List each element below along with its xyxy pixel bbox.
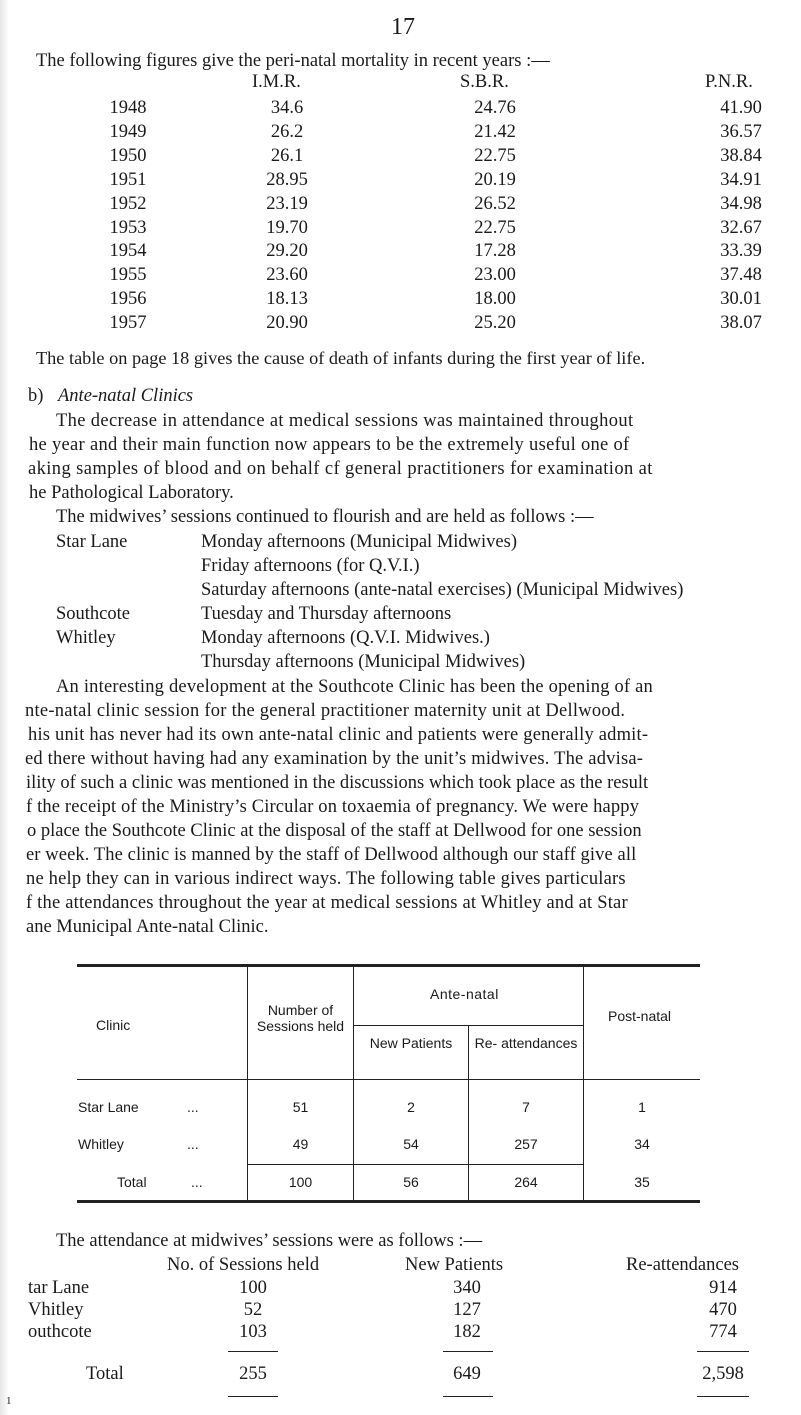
section-heading: Ante-natal Clinics — [58, 386, 194, 406]
midwives-total-label: Total — [86, 1364, 124, 1384]
clinic-total-post: 35 — [634, 1174, 650, 1190]
mortality-pnr: 38.07 — [720, 313, 762, 334]
midwives-rule — [228, 1396, 278, 1397]
mortality-sbr: 26.52 — [474, 193, 516, 214]
mortality-year: 1956 — [109, 289, 147, 310]
midwives-sessions: 52 — [243, 1300, 263, 1320]
mortality-sbr: 17.28 — [474, 241, 516, 262]
para3-line: f the attendances throughout the year at medical sessions at Whitley and at Star — [26, 893, 628, 913]
schedule-session: Monday afternoons (Municipal Midwives) — [201, 532, 517, 552]
para3-line: er week. The clinic is manned by the staff of Dellwood although our staff give all — [26, 845, 637, 865]
mortality-year: 1952 — [109, 193, 147, 214]
midwives-re: 774 — [709, 1322, 737, 1342]
midwives-rule — [697, 1396, 749, 1397]
mortality-imr: 34.6 — [270, 98, 304, 118]
mortality-pnr: 37.48 — [720, 265, 762, 286]
clinic-total-label: Total — [117, 1174, 147, 1190]
para3-line: ility of such a clinic was mentioned in the discussions which took place as the result — [26, 773, 649, 793]
midwives-new: 182 — [453, 1322, 481, 1342]
para3-line: f the receipt of the Ministry’s Circular on toxaemia of pregnancy. We were happy — [26, 797, 640, 817]
mortality-sbr: 24.76 — [474, 98, 516, 118]
table-vrule — [353, 966, 354, 1201]
clinic-re: 257 — [514, 1136, 538, 1152]
para3-line: An interesting development at the Southcote Clinic has been the opening of an — [56, 677, 653, 697]
midwives-place: outhcote — [28, 1322, 92, 1342]
mortality-pnr: 36.57 — [720, 121, 762, 142]
clinic-post: 1 — [638, 1099, 646, 1115]
clinic-new: 54 — [403, 1136, 419, 1152]
binding-shadow — [0, 0, 9, 1415]
midwives-rule — [228, 1351, 278, 1352]
mortality-year: 1957 — [109, 313, 147, 334]
mortality-year: 1955 — [109, 265, 147, 286]
para3-line: ed there without having had any examination by the unit’s midwives. The advisa- — [25, 749, 644, 769]
para1-line: he year and their main function now appears to be the extremely useful one of — [29, 435, 630, 455]
para1-line: aking samples of blood and on behalf cf general practitioners for examination at — [28, 459, 653, 479]
schedule-place: Star Lane — [56, 532, 128, 552]
mortality-sbr: 23.00 — [474, 265, 516, 286]
clinic-name: Whitley — [78, 1136, 124, 1152]
clinic-dots: ... — [191, 1174, 203, 1190]
clinic-dots: ... — [187, 1136, 199, 1152]
mortality-sbr: 18.00 — [474, 289, 516, 310]
schedule-session: Tuesday and Thursday afternoons — [201, 604, 452, 624]
mortality-year: 1950 — [109, 145, 147, 166]
mortality-imr: 28.95 — [266, 169, 308, 190]
clinic-re: 7 — [522, 1099, 530, 1115]
clinic-sessions: 51 — [292, 1099, 309, 1115]
mortality-sbr: 22.75 — [474, 217, 516, 238]
midwives-new: 127 — [453, 1300, 481, 1320]
mortality-imr: 19.70 — [266, 217, 308, 238]
para3-line: his unit has never had its own ante-natal clinic and patients were generally admit- — [28, 725, 649, 745]
mortality-header-sbr: S.B.R. — [460, 72, 509, 92]
midwives-rule — [697, 1351, 749, 1352]
table-rule-bottom — [77, 1200, 700, 1203]
mortality-pnr: 30.01 — [720, 289, 762, 310]
midwives-intro: The attendance at midwives’ sessions were as follows :— — [56, 1231, 483, 1251]
mortality-intro: The following figures give the peri-natal mortality in recent years :— — [36, 51, 550, 71]
midwives-new: 340 — [453, 1278, 481, 1298]
col-header-sessions: Number of Sessions held — [256, 1002, 345, 1034]
para3-line: ane Municipal Ante-natal Clinic. — [26, 917, 269, 937]
mortality-pnr: 33.39 — [720, 241, 762, 262]
midwives-re: 914 — [709, 1278, 737, 1298]
midwives-total-sessions: 255 — [239, 1364, 267, 1384]
schedule-place: Southcote — [56, 604, 130, 624]
table-rule-total — [247, 1164, 583, 1165]
midwives-total-new: 649 — [453, 1364, 481, 1384]
col-header-post: Post-natal — [608, 1008, 672, 1024]
para2: The midwives’ sessions continued to flourish and are held as follows :— — [56, 507, 594, 527]
mortality-sbr: 25.20 — [474, 313, 516, 334]
mortality-year: 1949 — [109, 121, 147, 142]
table-rule-top — [77, 964, 700, 967]
mortality-year: 1953 — [109, 217, 147, 238]
margin-mark: 1 — [6, 1395, 12, 1407]
col-header-antenatal: Ante-natal — [430, 986, 499, 1002]
col-header-clinic: Clinic — [96, 1017, 131, 1033]
mortality-pnr: 41.90 — [720, 98, 762, 118]
mortality-pnr: 38.84 — [720, 145, 762, 166]
clinic-post: 34 — [634, 1136, 650, 1152]
para3-line: nte-natal clinic session for the general practitioner maternity unit at Dellwood. — [25, 701, 626, 721]
schedule-session: Friday afternoons (for Q.V.I.) — [201, 556, 420, 576]
mortality-sbr: 22.75 — [474, 145, 516, 166]
mortality-pnr: 32.67 — [720, 217, 762, 238]
para1-line: he Pathological Laboratory. — [29, 483, 234, 503]
mortality-imr: 29.20 — [266, 241, 308, 262]
mortality-imr: 23.19 — [266, 193, 308, 214]
clinic-new: 2 — [407, 1099, 415, 1115]
col-header-new: New Patients — [369, 1035, 453, 1051]
midwives-header-re: Re-attendances — [626, 1255, 739, 1275]
mortality-sbr: 21.42 — [474, 121, 516, 142]
section-label: b) — [28, 386, 44, 406]
mortality-imr: 26.2 — [270, 121, 304, 142]
midwives-re: 470 — [709, 1300, 737, 1320]
mortality-imr: 20.90 — [266, 313, 308, 334]
mortality-imr: 23.60 — [266, 265, 308, 286]
table-vrule — [583, 966, 584, 1201]
page-number: 17 — [391, 14, 415, 40]
clinic-total-new: 56 — [403, 1174, 419, 1190]
midwives-place: Vhitley — [28, 1300, 84, 1320]
clinic-sessions: 49 — [292, 1136, 309, 1152]
midwives-rule — [443, 1351, 493, 1352]
schedule-session: Saturday afternoons (ante-natal exercises) (Municipal Midwives) — [201, 580, 684, 600]
para1-line: The decrease in attendance at medical sessions was maintained throughout — [56, 411, 634, 431]
midwives-header-sessions: No. of Sessions held — [167, 1255, 320, 1275]
mortality-pnr: 34.91 — [720, 169, 762, 190]
table-rule-header — [77, 1079, 700, 1080]
mortality-imr: 26.1 — [270, 145, 304, 166]
para3-line: o place the Southcote Clinic at the disposal of the staff at Dellwood for one session — [27, 821, 642, 841]
mortality-imr: 18.13 — [266, 289, 308, 310]
mortality-year: 1954 — [109, 241, 147, 262]
col-header-re: Re- attendances — [474, 1035, 578, 1051]
mortality-header-pnr: P.N.R. — [705, 72, 753, 92]
clinic-total-sessions: 100 — [288, 1174, 313, 1190]
mortality-year: 1951 — [109, 169, 147, 190]
mortality-sbr: 20.19 — [474, 169, 516, 190]
clinic-total-re: 264 — [514, 1174, 538, 1190]
clinic-name: Star Lane — [78, 1099, 139, 1115]
schedule-session: Monday afternoons (Q.V.I. Midwives.) — [201, 628, 490, 648]
clinic-dots: ... — [187, 1099, 199, 1115]
mortality-header-imr: I.M.R. — [252, 72, 301, 92]
midwives-sessions: 100 — [239, 1278, 267, 1298]
midwives-rule — [443, 1396, 493, 1397]
midwives-place: tar Lane — [28, 1278, 90, 1298]
schedule-place: Whitley — [56, 628, 116, 648]
mortality-pnr: 34.98 — [720, 193, 762, 214]
midwives-sessions: 103 — [239, 1322, 267, 1342]
midwives-header-new: New Patients — [405, 1255, 504, 1275]
schedule-session: Thursday afternoons (Municipal Midwives) — [201, 652, 526, 672]
mortality-year: 1948 — [109, 98, 147, 118]
table-note: The table on page 18 gives the cause of death of infants during the first year of life. — [36, 348, 646, 368]
midwives-total-re: 2,598 — [702, 1364, 744, 1384]
para3-line: ne help they can in various indirect ways. The following table gives particulars — [26, 869, 626, 889]
